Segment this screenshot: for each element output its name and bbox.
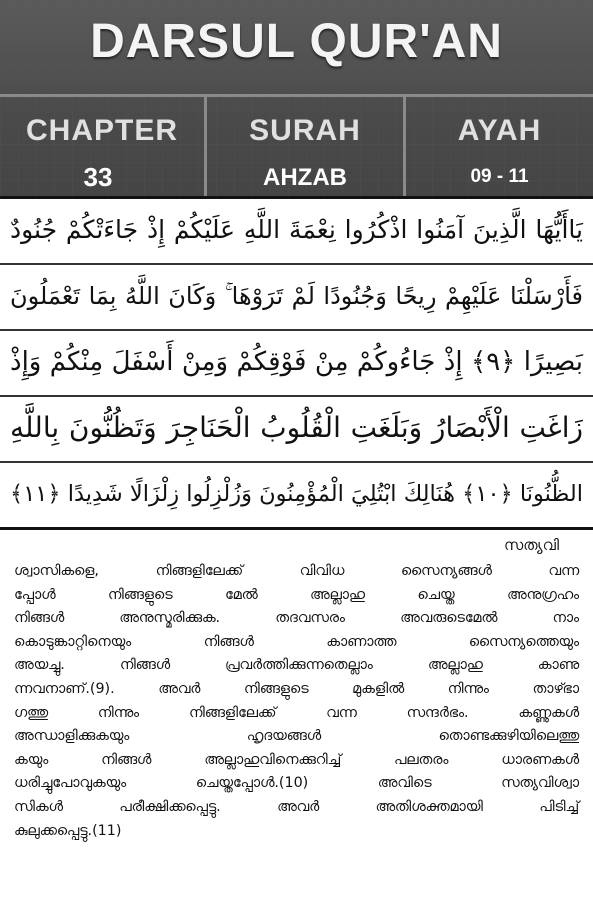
arabic-line xyxy=(0,331,593,397)
arabic-line-text: الظُّنُونَا ﴿١٠﴾ هُنَالِكَ ابْتُلِيَ الْمُؤْمِنُونَ وَزُلْزِلُوا زِلْزَالًا شَدِيدًا ﴿١١﴾ xyxy=(10,481,583,507)
arabic-line-text: فَأَرْسَلْنَا عَلَيْهِمْ رِيحًا وَجُنُودًا لَمْ تَرَوْهَا ۚ وَكَانَ اللَّهُ بِمَا تَعْمَلُونَ xyxy=(10,282,583,310)
chapter-value: 33 xyxy=(83,162,113,192)
translation-line: ശ്വാസികളെ, നിങ്ങളിലേക്ക് വിവിധ സൈന്യങ്ങൾ വന്ന xyxy=(14,563,579,579)
header-banner xyxy=(0,0,593,196)
arabic-line-text: زَاغَتِ الْأَبْصَارُ وَبَلَغَتِ الْقُلُوبُ الْحَنَاجِرَ وَتَظُنُّونَ بِاللَّهِ xyxy=(10,411,583,444)
translation-heading: സത്യവി xyxy=(503,536,559,554)
translation-line: കയും നിങ്ങൾ അല്ലാഹുവിനെക്കുറിച്ച് പലതരം ധാരണകൾ xyxy=(14,751,579,768)
page-title: DARSUL QUR'AN xyxy=(90,15,503,68)
translation-line: ധരിച്ചുപോവുകയും ചെയ്തപ്പോൾ.(10) അവിടെ സത്യവിശ്വാ xyxy=(14,775,579,792)
arabic-line xyxy=(0,265,593,331)
chapter-label: CHAPTER xyxy=(25,114,178,147)
translation-line: ഗത്തു നിന്നും നിങ്ങളിലേക്ക് വന്ന സന്ദർഭം. കണ്ണുകൾ xyxy=(14,704,579,721)
translation-body xyxy=(14,560,579,843)
translation-line: സികൾ പരീക്ഷിക്കപ്പെട്ടു. അവർ അതിശക്തമായി പിടിച്ച് xyxy=(14,798,579,815)
translation-line: അയച്ചു. നിങ്ങൾ പ്രവർത്തിക്കുന്നതെല്ലാം അല്ലാഹു കാണു xyxy=(14,657,579,674)
arabic-line-text: يَاأَيُّهَا الَّذِينَ آمَنُوا اذْكُرُوا نِعْمَةَ اللَّهِ عَلَيْكُمْ إِذْ جَاءَتْكُمْ جُنُودٌ xyxy=(10,215,583,244)
arabic-verses xyxy=(0,196,593,530)
ayah-value: 09 - 11 xyxy=(470,166,529,187)
arabic-line xyxy=(0,463,593,529)
translation-line: അന്ധാളിക്കുകയും ഹൃദയങ്ങൾ തൊണ്ടക്കുഴിയിലെത്തു xyxy=(14,728,579,745)
malayalam-translation xyxy=(0,530,593,900)
header-divider-horizontal xyxy=(0,94,593,97)
ayah-label: AYAH xyxy=(457,114,542,147)
translation-line: കൊടുങ്കാറ്റിനെയും നിങ്ങൾ കാണാത്ത സൈന്യത്തെയും xyxy=(14,633,579,650)
surah-value: AHZAB xyxy=(263,164,347,191)
arabic-line-text: بَصِيرًا ﴿٩﴾ إِذْ جَاءُوكُمْ مِنْ فَوْقِكُمْ وَمِنْ أَسْفَلَ مِنْكُمْ وَإِذْ xyxy=(10,347,583,377)
surah-label: SURAH xyxy=(249,114,361,147)
translation-line: കുലുക്കപ്പെട്ടു.(11) xyxy=(14,822,122,839)
translation-line: ന്നവനാണ്.(9). അവർ നിങ്ങളുടെ മുകളിൽ നിന്നും താഴ്ഭാ xyxy=(14,680,579,697)
translation-line: നിങ്ങൾ അനുസ്മരിക്കുക. തദവസരം അവരുടെമേൽ നാം xyxy=(14,610,579,627)
translation-line: പ്പോൾ നിങ്ങളുടെ മേൽ അല്ലാഹു ചെയ്ത അനുഗ്രഹം xyxy=(14,586,579,603)
arabic-line xyxy=(0,397,593,463)
arabic-line xyxy=(0,199,593,265)
